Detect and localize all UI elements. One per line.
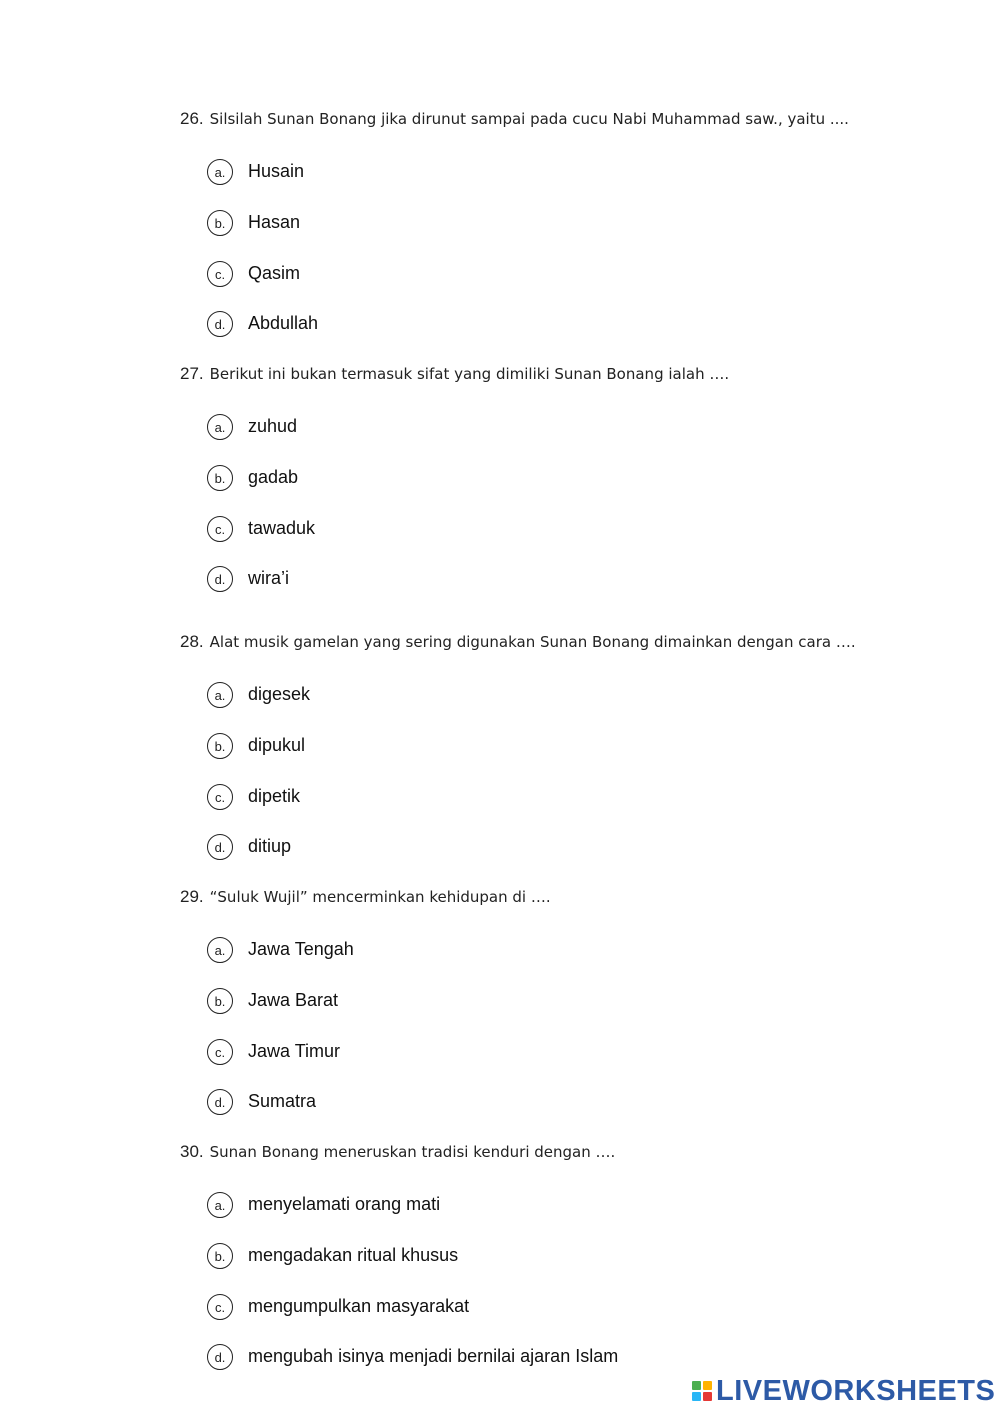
option-circle[interactable]: b. xyxy=(207,1243,233,1269)
option-circle[interactable]: d. xyxy=(207,311,233,337)
option-circle[interactable]: a. xyxy=(207,414,233,440)
question-stem xyxy=(180,1142,615,1162)
question-stem xyxy=(180,364,729,384)
option-text[interactable]: menyelamati orang mati xyxy=(248,1194,441,1214)
option-circle[interactable]: c. xyxy=(207,1039,233,1065)
question-text: Alat musik gamelan yang sering digunakan Sunan Bonang dimainkan dengan cara …. xyxy=(209,633,856,651)
option-circle[interactable]: c. xyxy=(207,784,233,810)
option-circle[interactable]: c. xyxy=(207,261,233,287)
question-stem xyxy=(180,887,551,907)
option-circle[interactable]: c. xyxy=(207,516,233,542)
question-number: 29. xyxy=(180,887,204,906)
option-circle[interactable]: b. xyxy=(207,733,233,759)
option-circle[interactable]: d. xyxy=(207,1344,233,1370)
option-text[interactable]: mengumpulkan masyarakat xyxy=(248,1296,470,1316)
question-text: Berikut ini bukan termasuk sifat yang dimiliki Sunan Bonang ialah …. xyxy=(209,365,730,383)
option-circle[interactable]: b. xyxy=(207,210,233,236)
option-text[interactable]: zuhud xyxy=(248,416,298,436)
option-text[interactable]: mengubah isinya menjadi bernilai ajaran Islam xyxy=(248,1346,619,1366)
logo-cell xyxy=(703,1392,712,1401)
question-text: Sunan Bonang meneruskan tradisi kenduri dengan …. xyxy=(209,1143,616,1161)
option-circle[interactable]: b. xyxy=(207,465,233,491)
question-number: 28. xyxy=(180,632,204,651)
logo-cell xyxy=(692,1381,701,1390)
option-circle[interactable]: d. xyxy=(207,1089,233,1115)
option-circle[interactable]: a. xyxy=(207,937,233,963)
option-text[interactable]: Hasan xyxy=(248,212,301,232)
option-circle[interactable]: d. xyxy=(207,834,233,860)
brand-name: LIVEWORKSHEETS xyxy=(716,1374,996,1407)
option-text[interactable]: dipetik xyxy=(248,786,301,806)
option-text[interactable]: Jawa Barat xyxy=(248,990,339,1010)
option-text[interactable]: Husain xyxy=(248,161,305,181)
option-text[interactable]: digesek xyxy=(248,684,311,704)
question-text: “Suluk Wujil” mencerminkan kehidupan di …. xyxy=(209,888,551,906)
option-circle[interactable]: c. xyxy=(207,1294,233,1320)
option-text[interactable]: Qasim xyxy=(248,263,301,283)
option-text[interactable]: Jawa Tengah xyxy=(248,939,354,959)
option-text[interactable]: Sumatra xyxy=(248,1091,317,1111)
logo-cell xyxy=(692,1392,701,1401)
question-text: Silsilah Sunan Bonang jika dirunut sampai pada cucu Nabi Muhammad saw., yaitu .... xyxy=(209,110,849,128)
logo-cell xyxy=(703,1381,712,1390)
logo-mark-icon xyxy=(692,1381,712,1401)
question-number: 26. xyxy=(180,109,204,128)
option-text[interactable]: gadab xyxy=(248,467,299,487)
question-stem xyxy=(180,632,856,652)
option-text[interactable]: wira’i xyxy=(248,568,290,588)
option-circle[interactable]: b. xyxy=(207,988,233,1014)
option-text[interactable]: Abdullah xyxy=(248,313,319,333)
option-text[interactable]: mengadakan ritual khusus xyxy=(248,1245,459,1265)
option-text[interactable]: tawaduk xyxy=(248,518,316,538)
option-circle[interactable]: a. xyxy=(207,682,233,708)
option-circle[interactable]: a. xyxy=(207,159,233,185)
liveworksheets-logo xyxy=(692,1376,995,1406)
question-number: 30. xyxy=(180,1142,204,1161)
option-text[interactable]: ditiup xyxy=(248,836,292,856)
option-text[interactable]: Jawa Timur xyxy=(248,1041,341,1061)
option-circle[interactable]: d. xyxy=(207,566,233,592)
option-text[interactable]: dipukul xyxy=(248,735,306,755)
option-circle[interactable]: a. xyxy=(207,1192,233,1218)
question-number: 27. xyxy=(180,364,204,383)
question-stem xyxy=(180,109,849,129)
